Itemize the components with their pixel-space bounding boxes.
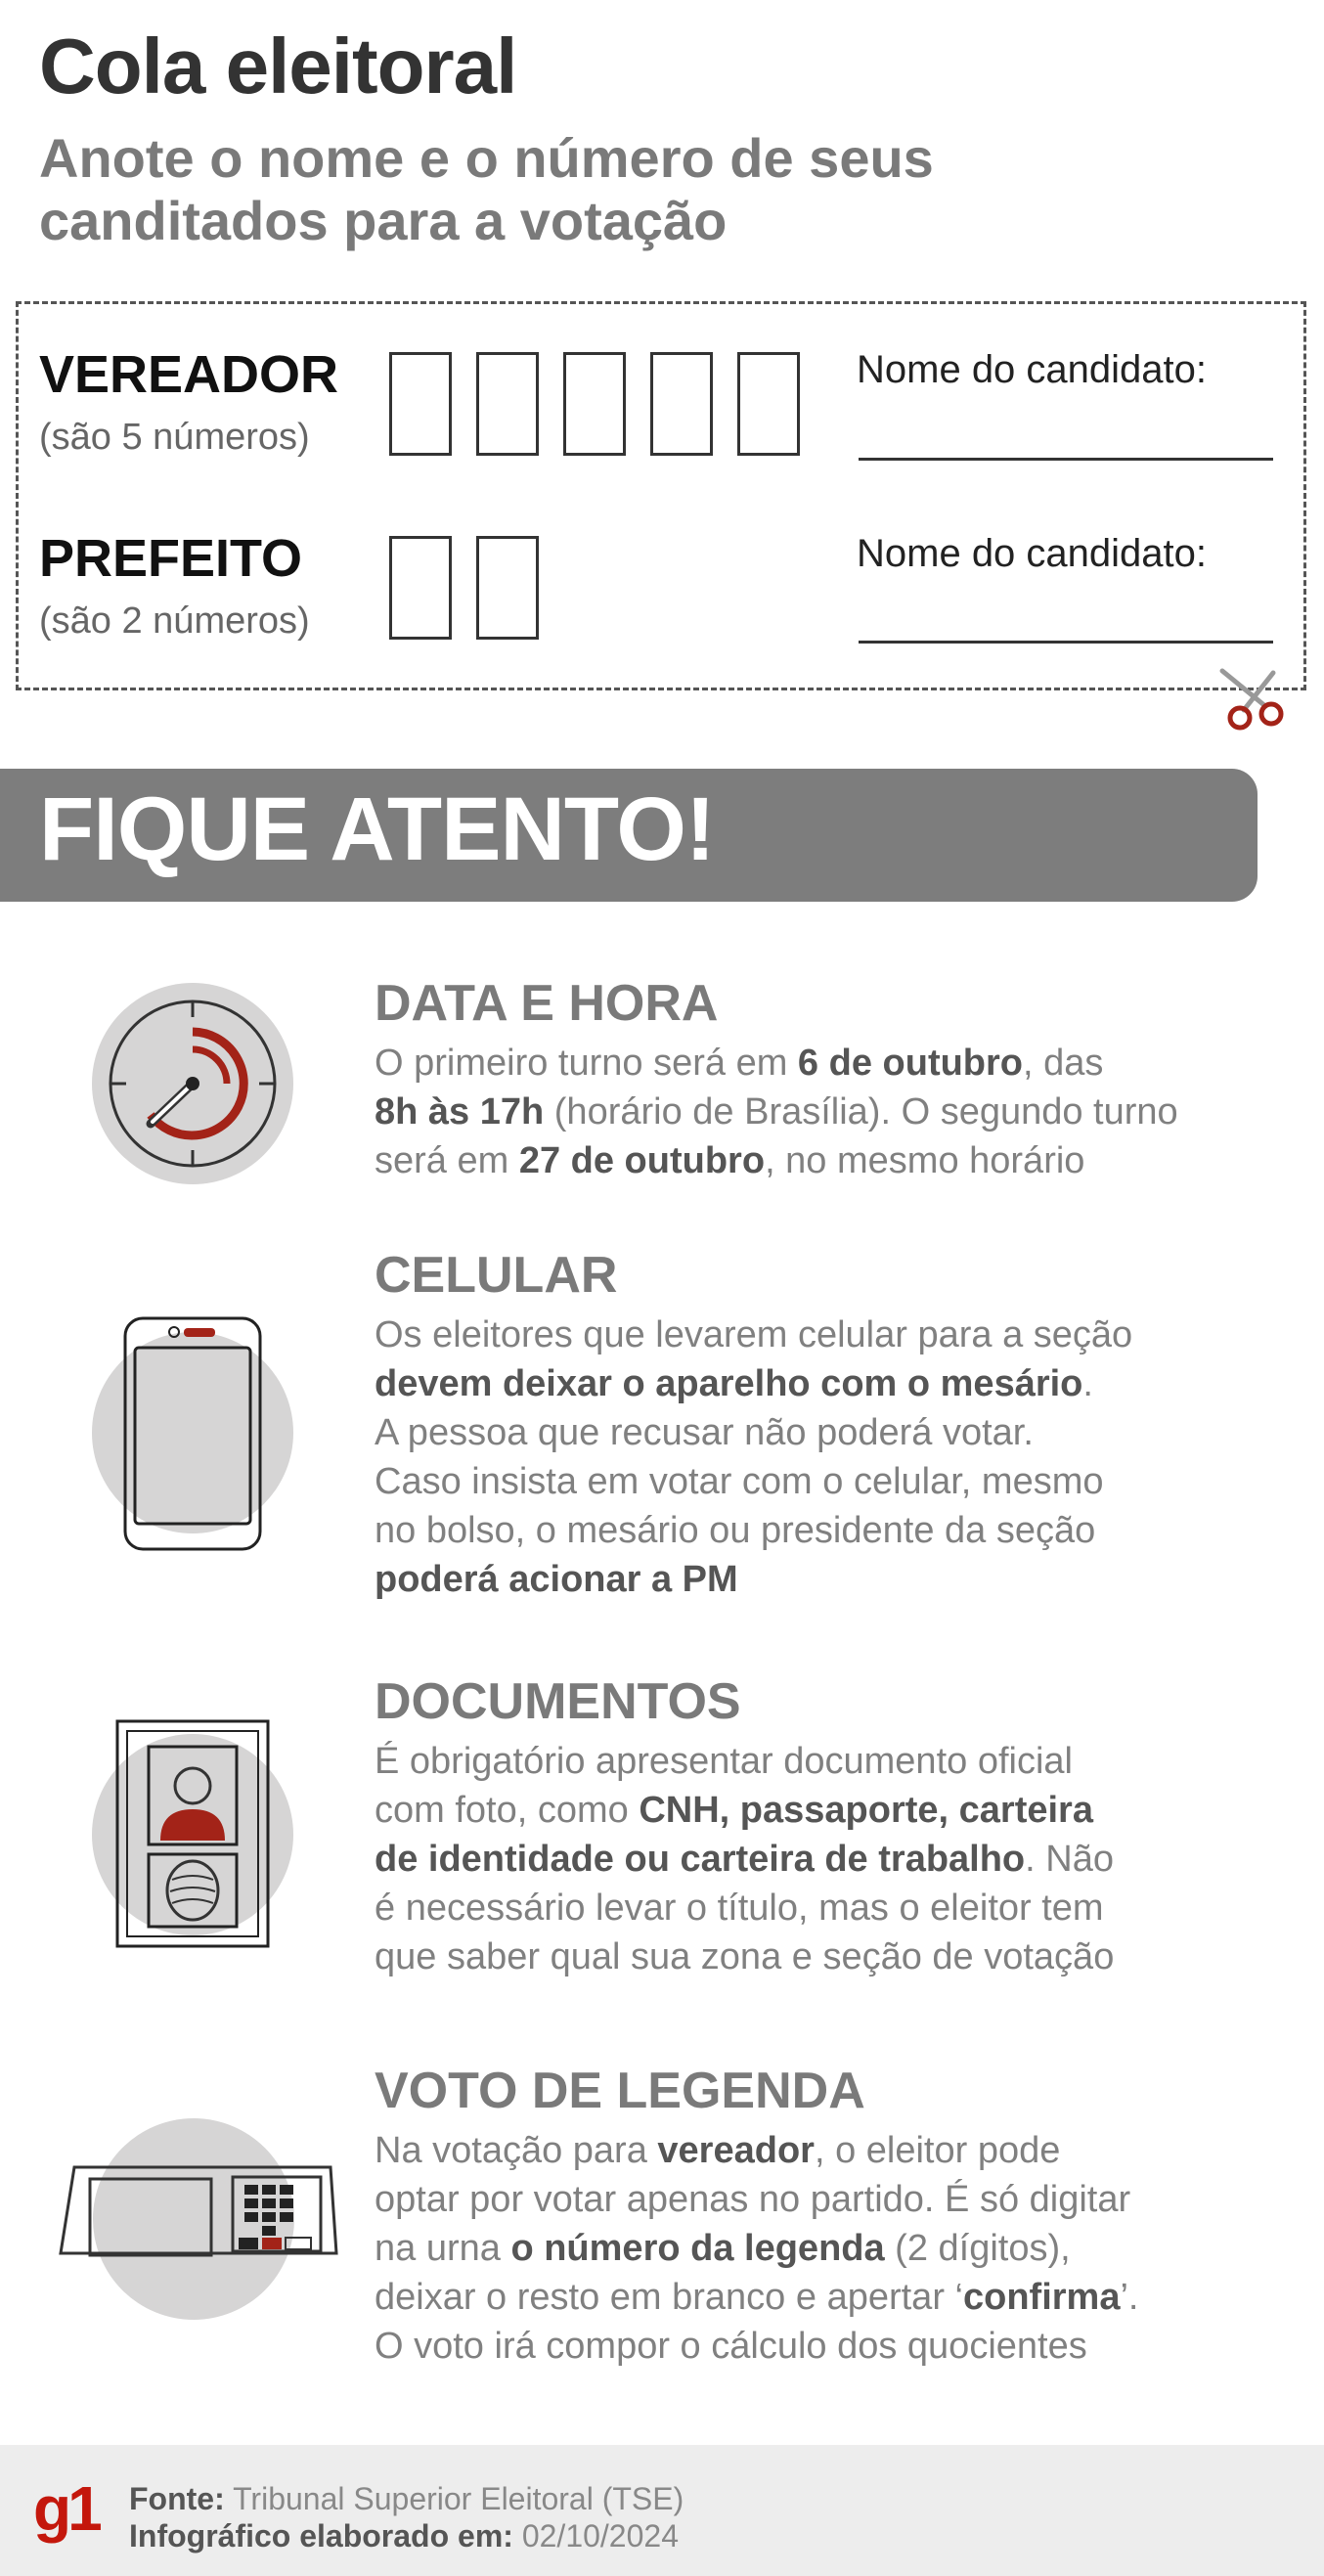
body-line	[375, 1884, 1255, 1932]
prefeito-label: PREFEITO	[39, 529, 303, 588]
vereador-name-label: Nome do candidato:	[857, 348, 1208, 391]
body-text-bold: vereador	[657, 2130, 815, 2171]
body-line	[375, 2126, 1255, 2175]
digit-box[interactable]	[737, 352, 800, 456]
section-title-celular: CELULAR	[375, 1247, 618, 1304]
footer-date-label: Infográfico elaborado em:	[129, 2518, 513, 2554]
section-body-voto-legenda	[375, 2126, 1255, 2371]
warning-banner-text: FIQUE ATENTO!	[39, 779, 715, 879]
body-text: deixar o resto em branco e apertar ‘	[375, 2277, 963, 2318]
vereador-note: (são 5 números)	[39, 417, 310, 458]
body-text-bold: o número da legenda	[510, 2228, 885, 2269]
page-subtitle: Anote o nome e o número de seus canditados para a votação	[39, 127, 934, 251]
body-line	[375, 2175, 1255, 2224]
body-text-bold: 6 de outubro	[797, 1043, 1024, 1084]
body-text: O primeiro turno será em	[375, 1043, 798, 1084]
body-text: . Não	[1025, 1839, 1114, 1880]
prefeito-note: (são 2 números)	[39, 600, 310, 642]
footer-source	[129, 2481, 684, 2517]
body-text: , das	[1023, 1043, 1104, 1084]
body-line	[375, 1932, 1255, 1981]
body-text: (horário de Brasília). O segundo turno	[544, 1091, 1178, 1133]
section-body-celular	[375, 1310, 1255, 1604]
body-line	[375, 2224, 1255, 2273]
digit-box[interactable]	[476, 536, 539, 640]
footer-source-value: Tribunal Superior Eleitoral (TSE)	[233, 2481, 684, 2516]
footer-source-label: Fonte:	[129, 2481, 225, 2516]
section-title-voto-legenda: VOTO DE LEGENDA	[375, 2063, 865, 2119]
vereador-name-line[interactable]	[859, 458, 1273, 461]
page-title: Cola eleitoral	[39, 22, 517, 110]
body-text: no bolso, o mesário ou presidente da seção	[375, 1510, 1096, 1551]
body-line	[375, 2273, 1255, 2322]
body-text: será em	[375, 1140, 519, 1181]
body-text-bold: CNH, passaporte, carteira	[639, 1790, 1093, 1831]
prefeito-name-label: Nome do candidato:	[857, 532, 1208, 575]
body-line	[375, 1359, 1255, 1408]
body-line	[375, 1088, 1255, 1136]
body-line	[375, 1555, 1255, 1604]
body-line	[375, 1310, 1255, 1359]
body-line	[375, 1506, 1255, 1555]
body-text: é necessário levar o título, mas o eleitor tem	[375, 1888, 1104, 1929]
section-body-data-hora	[375, 1039, 1255, 1185]
body-text: , no mesmo horário	[765, 1140, 1085, 1181]
scissors-icon	[1214, 663, 1293, 732]
id-document-icon	[90, 1715, 295, 1950]
body-text-bold: poderá acionar a PM	[375, 1559, 738, 1600]
body-line	[375, 1039, 1255, 1088]
body-text-bold: confirma	[962, 2277, 1121, 2318]
phone-icon	[90, 1310, 295, 1555]
body-text: na urna	[375, 2228, 511, 2269]
digit-box[interactable]	[389, 536, 452, 640]
prefeito-name-line[interactable]	[859, 641, 1273, 644]
clock-icon	[90, 981, 295, 1186]
body-text: O voto irá compor o cálculo dos quocientes	[375, 2326, 1087, 2367]
body-text: (2 dígitos),	[884, 2228, 1071, 2269]
digit-box[interactable]	[476, 352, 539, 456]
footer-date-value: 02/10/2024	[521, 2518, 679, 2554]
body-text: Caso insista em votar com o celular, mesmo	[375, 1461, 1104, 1502]
body-line	[375, 1737, 1255, 1786]
body-text-bold: de identidade ou carteira de trabalho	[375, 1839, 1026, 1880]
section-title-data-hora: DATA E HORA	[375, 975, 719, 1032]
body-line	[375, 2322, 1255, 2371]
digit-box[interactable]	[389, 352, 452, 456]
g1-logo: g1	[33, 2473, 99, 2544]
body-text: A pessoa que recusar não poderá votar.	[375, 1412, 1034, 1453]
body-line	[375, 1457, 1255, 1506]
body-text-bold: devem deixar o aparelho com o mesário	[375, 1363, 1083, 1404]
voting-machine-icon	[59, 2116, 342, 2322]
body-text: que saber qual sua zona e seção de votação	[375, 1936, 1115, 1977]
digit-box[interactable]	[563, 352, 626, 456]
body-text: , o eleitor pode	[814, 2130, 1061, 2171]
body-line	[375, 1786, 1255, 1835]
body-line	[375, 1136, 1255, 1185]
section-title-documentos: DOCUMENTOS	[375, 1673, 741, 1730]
body-text: É obrigatório apresentar documento oficial	[375, 1741, 1073, 1782]
footer-date	[129, 2518, 679, 2554]
body-text: Na votação para	[375, 2130, 658, 2171]
body-line	[375, 1408, 1255, 1457]
body-text-bold: 27 de outubro	[518, 1140, 766, 1181]
vereador-label: VEREADOR	[39, 345, 339, 404]
body-text: Os eleitores que levarem celular para a seção	[375, 1314, 1133, 1355]
body-text: com foto, como	[375, 1790, 640, 1831]
body-text: ’.	[1120, 2277, 1139, 2318]
section-body-documentos	[375, 1737, 1255, 1981]
body-text-bold: 8h às 17h	[375, 1091, 545, 1133]
body-text: .	[1082, 1363, 1093, 1404]
digit-box[interactable]	[650, 352, 713, 456]
body-text: optar por votar apenas no partido. É só digitar	[375, 2179, 1131, 2220]
body-line	[375, 1835, 1255, 1884]
